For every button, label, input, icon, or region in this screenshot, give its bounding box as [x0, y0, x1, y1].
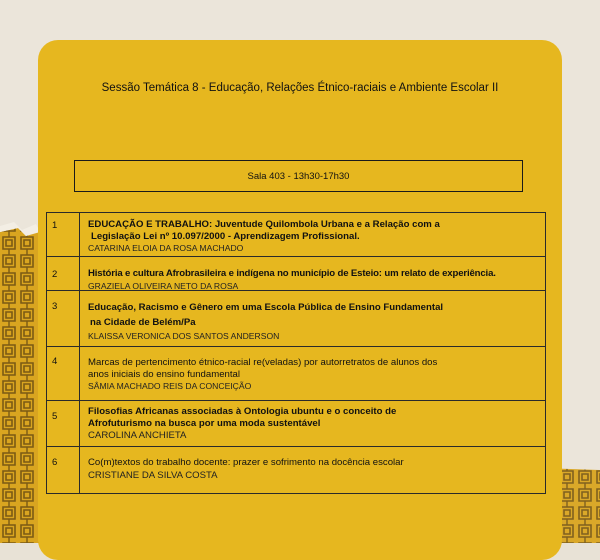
row-number: 1 — [52, 220, 58, 231]
presentation-title: Educação, Racismo e Gênero em uma Escola Pública de Ensino Fundamental na Cidade de Belém/Pa — [88, 302, 444, 328]
row-number: 3 — [52, 301, 58, 312]
row-number: 6 — [52, 457, 58, 468]
presentations-table — [46, 212, 546, 494]
presentation-author: CAROLINA ANCHIETA — [88, 430, 187, 441]
room-time-box — [74, 160, 523, 192]
presentation-title: História e cultura Afrobrasileira e indígena no município de Esteio: um relato de experiência. — [88, 268, 496, 279]
table-row — [47, 447, 545, 493]
row-number: 4 — [52, 356, 58, 367]
presentation-author: CRISTIANE DA SILVA COSTA — [88, 469, 218, 481]
table-row — [47, 291, 545, 347]
table-row — [47, 213, 545, 257]
presentation-title: Marcas de pertencimento étnico-racial re(veladas) por autorretratos de alunos dos anos iniciais do ensino fundamental — [88, 357, 438, 380]
table-row — [47, 401, 545, 447]
table-row — [47, 347, 545, 401]
presentation-author: GRAZIELA OLIVEIRA NETO DA ROSA — [88, 280, 239, 291]
presentation-title: Filosofias Africanas associadas à Ontologia ubuntu e o conceito de Afrofuturismo na busca por uma moda sustentável — [88, 406, 397, 429]
row-number: 2 — [52, 269, 58, 280]
presentation-author: CATARINA ELOIA DA ROSA MACHADO — [88, 243, 244, 253]
room-time-label: Sala 403 - 13h30-17h30 — [247, 170, 350, 182]
session-title: Sessão Temática 8 - Educação, Relações Étnico-raciais e Ambiente Escolar II — [101, 82, 499, 94]
row-number: 5 — [52, 411, 58, 422]
presentation-title: EDUCAÇÃO E TRABALHO: Juventude Quilombola Urbana e a Relação com a Legislação Lei nº 10.097/2000 - Aprendizagem Profissional. — [88, 219, 440, 242]
presentation-author: KLAISSA VERONICA DOS SANTOS ANDERSON — [88, 331, 280, 341]
table-row — [47, 257, 545, 291]
presentation-author: SÂMIA MACHADO REIS DA CONCEIÇÃO — [88, 381, 252, 391]
presentation-title: Co(m)textos do trabalho docente: prazer e sofrimento na docência escolar — [88, 457, 404, 468]
